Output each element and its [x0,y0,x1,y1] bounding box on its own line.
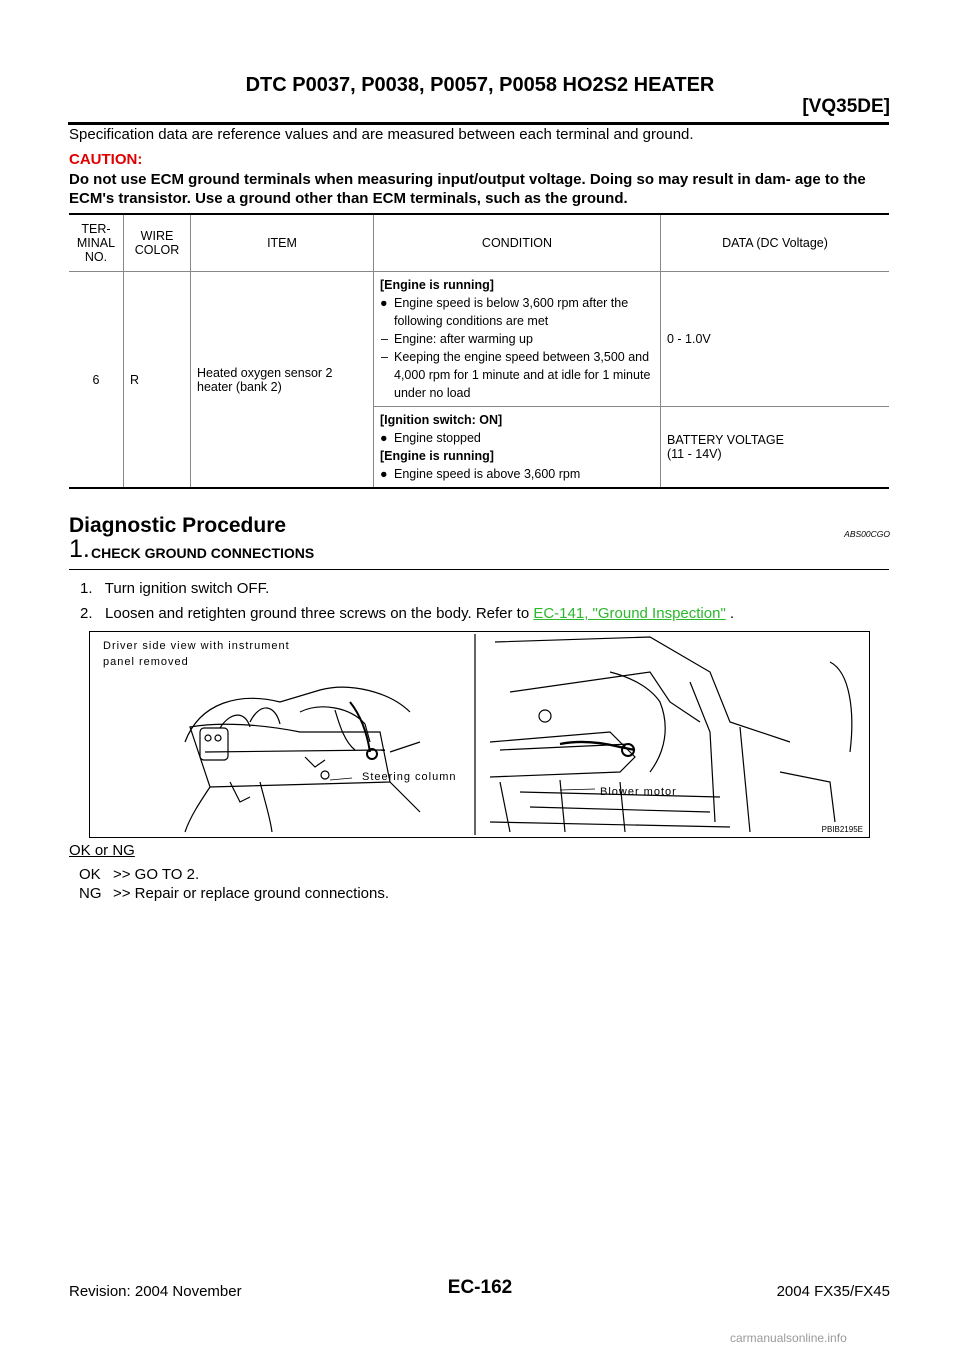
bullet-text: Engine stopped [394,431,481,445]
ground-screw-illustration [89,631,870,838]
engine-label: [VQ35DE] [802,96,890,117]
header-data: DATA (DC Voltage) [661,214,890,272]
header-condition: CONDITION [374,214,661,272]
dash-outline [185,687,410,742]
instruction-suffix: . [725,605,735,622]
instruction-1: 1. Turn ignition switch OFF. [80,580,270,597]
result-action: >> Repair or replace ground connections. [113,885,390,902]
section-heading: Diagnostic Procedure [69,514,287,537]
subitem-text: Keeping the engine speed between 3,500 and 4,000 rpm for 1 minute and at idle for 1 minute under no load [394,350,651,400]
terminal-spec-table [69,213,889,489]
step-number: 1. [69,535,90,563]
result-ok [79,866,199,883]
figure-caption-line2: panel removed [103,656,189,668]
result-action: >> GO TO 2. [113,866,200,883]
condition-bullet [380,429,654,447]
dash-mark: – [381,332,388,346]
footer-model: 2004 FX35/FX45 [776,1283,890,1300]
blower-outline [495,637,790,742]
result-key: OK [79,866,101,883]
condition-bullet [380,465,654,483]
bullet-text: Engine speed is below 3,600 rpm after the following conditions are met [394,296,629,328]
wire-color: R [124,272,191,489]
data-line: BATTERY VOLTAGE [667,433,784,447]
item-name: Heated oxygen sensor 2 heater (bank 2) [191,272,374,489]
figure-code: PBIB2195E [821,825,863,834]
terminal-number: 6 [92,372,100,387]
figure-caption-line1: Driver side view with instrument [103,640,290,652]
header-item: ITEM [191,214,374,272]
section-code: ABS00CGO [844,529,890,539]
illustration-drawing [90,632,869,837]
ground-inspection-link[interactable]: EC-141, "Ground Inspection" [533,605,726,622]
blower-motor-label: Blower motor [600,786,677,798]
bullet-mark: ● [380,296,388,310]
condition-bullet [380,294,654,330]
footer-revision: Revision: 2004 November [69,1283,242,1300]
header-terminal: TER- MINAL NO. [69,214,124,272]
subitem-text: Engine: after warming up [394,332,533,346]
step-rule [69,569,889,570]
condition-subitem [380,330,654,348]
watermark: carmanualsonline.info [730,1331,847,1345]
step-title: CHECK GROUND CONNECTIONS [91,545,315,561]
bullet-mark: ● [380,431,388,445]
caution-text: Do not use ECM ground terminals when measuring input/output voltage. Doing so may result in dam- age to the ECM's transistor. Use a ground other than ECM terminals, such as the ground. [69,171,866,207]
instruction-2 [80,605,734,622]
condition-heading: [Engine is running] [380,278,494,292]
bullet-mark: ● [380,467,388,481]
page-number: EC-162 [447,1277,513,1298]
result-key: NG [79,885,102,902]
condition-subitem [380,348,654,402]
steering-column-label: Steering column [362,771,457,783]
instruction-text: 2. Loosen and retighten ground three screws on the body. Refer to [80,605,534,622]
data-value: 0 - 1.0V [661,272,890,407]
result-ng [79,885,389,902]
header-wire-color: WIRE COLOR [124,214,191,272]
data-value [661,407,890,489]
caution-label: CAUTION: [69,151,143,168]
bullet-text: Engine speed is above 3,600 rpm [394,467,581,481]
condition-heading: [Engine is running] [380,449,494,463]
header-rule [68,122,889,125]
table-row [69,272,889,407]
data-line: (11 - 14V) [667,447,722,461]
condition-ignition [374,407,661,489]
table-header-row [69,214,889,272]
dash-mark: – [381,350,388,364]
condition-running [374,272,661,407]
spec-note: Specification data are reference values and are measured between each terminal and ground. [69,126,694,143]
result-label: OK or NG [69,842,135,859]
condition-heading: [Ignition switch: ON] [380,413,503,427]
page-title: DTC P0037, P0038, P0057, P0058 HO2S2 HEATER [245,74,715,96]
